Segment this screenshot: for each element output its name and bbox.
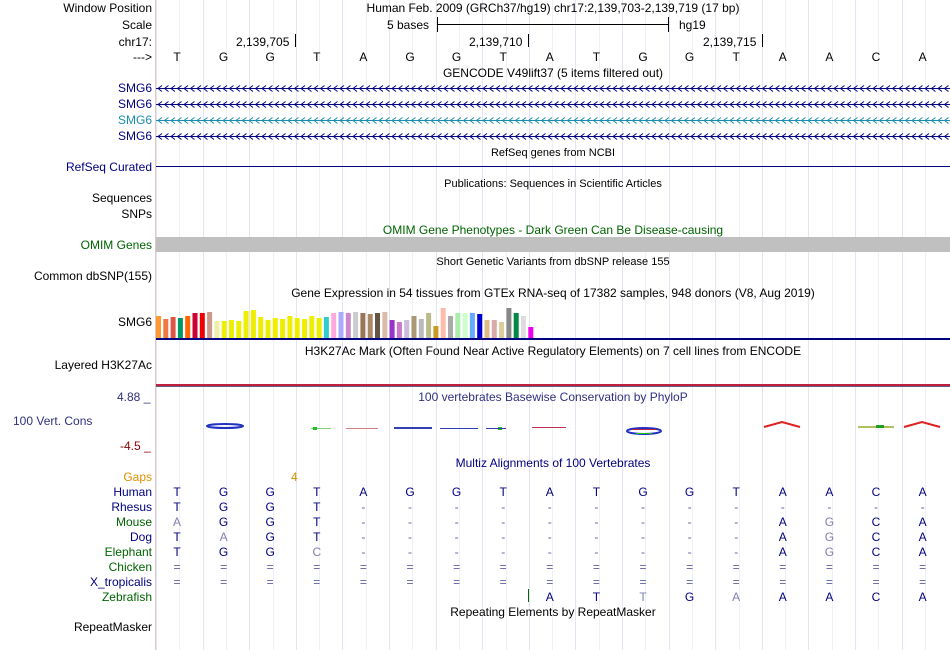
gtex-tissue-bar: [463, 313, 468, 338]
alignment-base: =: [686, 575, 694, 589]
gencode-transcripts[interactable]: [156, 80, 950, 144]
alignment-base: =: [779, 560, 787, 574]
alignment-base: =: [592, 560, 600, 574]
alignment-base: T: [173, 545, 181, 559]
alignment-base: G: [265, 485, 275, 499]
alignment-base: -: [408, 500, 412, 514]
reference-base: T: [173, 50, 181, 64]
alignment-base: -: [547, 530, 552, 544]
alignment-base: T: [313, 500, 321, 514]
alignment-base: -: [641, 515, 645, 529]
h3k27ac-track-title[interactable]: H3K27Ac Mark (Often Found Near Active Regulatory Elements) on 7 cell lines from ENCODE: [304, 344, 802, 358]
gtex-tissue-bar: [477, 314, 482, 338]
alignment-base: -: [641, 530, 645, 544]
alignment-base: -: [361, 545, 366, 559]
alignment-base: =: [919, 560, 927, 574]
alignment-base: =: [825, 575, 833, 589]
alignment-base: A: [918, 545, 927, 559]
alignment-base: =: [313, 560, 321, 574]
coord-tick-mark-3: [762, 34, 763, 47]
alignment-base: G: [265, 530, 275, 544]
window-position-value: Human Feb. 2009 (GRCh37/hg19) chr17:2,139,703-2,139,719 (17 bp): [366, 1, 740, 15]
gtex-tissue-bar: [287, 316, 292, 338]
alignment-base: T: [173, 500, 181, 514]
alignment-base: -: [594, 500, 599, 514]
gtex-tissue-bar: [426, 313, 431, 338]
gtex-gene-label[interactable]: SMG6: [117, 315, 152, 329]
coord-tick-3: 2,139,715: [703, 35, 757, 49]
species-label-zebrafish[interactable]: Zebrafish: [101, 590, 152, 604]
gtex-tissue-bar: [214, 321, 219, 338]
alignment-base: -: [734, 500, 739, 514]
alignment-base: -: [594, 545, 599, 559]
alignment-base: G: [218, 515, 229, 529]
alignment-base: T: [592, 590, 601, 604]
alignment-base: A: [545, 485, 554, 499]
gtex-tissue-bar: [506, 308, 511, 338]
alignment-base: =: [173, 560, 181, 574]
reference-base: G: [405, 50, 415, 64]
alignment-base: A: [825, 590, 834, 604]
alignment-base: T: [732, 485, 740, 499]
gtex-tissue-bar: [492, 320, 497, 338]
gtex-tissue-bar: [528, 327, 533, 338]
alignment-base: =: [825, 560, 833, 574]
alignment-base: A: [778, 515, 787, 529]
alignment-base: =: [872, 560, 880, 574]
chrom-label: chr17:: [118, 35, 152, 49]
alignment-base: =: [546, 575, 554, 589]
gtex-tissue-bar: [324, 317, 329, 338]
alignment-base: =: [639, 575, 647, 589]
gtex-tissue-bar: [448, 316, 453, 338]
alignment-base: -: [734, 515, 739, 529]
alignment-base: G: [638, 485, 648, 499]
alignment-base: -: [734, 530, 739, 544]
gap-count: 4: [291, 470, 298, 484]
gtex-tissue-bar: [236, 321, 241, 338]
gtex-tissue-bar: [499, 322, 504, 338]
alignment-base: =: [686, 560, 694, 574]
gtex-tissue-bar: [346, 313, 351, 338]
alignment-base: -: [547, 515, 552, 529]
alignment-base: -: [361, 515, 366, 529]
gtex-tissue-bar: [163, 319, 168, 338]
reference-base: G: [218, 50, 229, 64]
alignment-base: =: [453, 560, 461, 574]
zebrafish-insertion-mark: [528, 589, 529, 602]
alignment-base: A: [918, 530, 927, 544]
gtex-tissue-bar: [280, 319, 285, 338]
gtex-tissue-bar: [309, 316, 314, 338]
gtex-tissue-bar: [295, 318, 300, 338]
conservation-ymax: 4.88 _: [117, 390, 151, 404]
alignment-base: -: [501, 545, 506, 559]
gtex-tissue-bar: [404, 320, 409, 338]
coord-tick-1: 2,139,705: [236, 35, 290, 49]
gencode-transcript-label[interactable]: SMG6: [117, 97, 152, 111]
alignment-base: =: [313, 575, 321, 589]
gtex-tissue-bar: [521, 316, 526, 338]
gtex-tissue-bar: [193, 313, 198, 338]
alignment-base: =: [732, 575, 740, 589]
alignment-base: C: [871, 530, 881, 544]
alignment-base: A: [172, 515, 181, 529]
gaps-label: Gaps: [123, 470, 152, 484]
alignment-base: A: [778, 530, 787, 544]
alignment-base: -: [547, 500, 552, 514]
alignment-base: -: [361, 500, 366, 514]
alignment-base: -: [874, 500, 878, 514]
scale-bar-right-cap: [668, 17, 669, 32]
conservation-ymin: -4.5 _: [120, 439, 151, 453]
strand-label: --->: [133, 50, 152, 64]
gtex-tissue-bar: [455, 313, 460, 338]
refseq-gene-line[interactable]: [156, 166, 950, 167]
reference-base: A: [918, 50, 927, 64]
species-label-chicken[interactable]: Chicken: [108, 560, 152, 574]
gencode-transcript-label[interactable]: SMG6: [117, 113, 152, 127]
species-label-mouse[interactable]: Mouse: [115, 515, 152, 529]
alignment-base: =: [453, 575, 461, 589]
gtex-tissue-bar: [470, 313, 475, 338]
alignment-base: =: [499, 560, 507, 574]
alignment-base: T: [639, 590, 647, 604]
alignment-base: -: [547, 545, 552, 559]
alignment-base: G: [824, 545, 835, 559]
alignment-base: A: [219, 530, 228, 544]
alignment-base: G: [451, 485, 462, 499]
alignment-base: G: [824, 530, 835, 544]
gtex-tissue-bar: [178, 318, 183, 338]
alignment-base: =: [359, 560, 367, 574]
reference-base: C: [871, 50, 881, 64]
reference-base: T: [732, 50, 740, 64]
species-label-human[interactable]: Human: [113, 485, 152, 499]
species-label-rhesus[interactable]: Rhesus: [111, 500, 152, 514]
alignment-base: =: [546, 560, 554, 574]
omim-track-title[interactable]: OMIM Gene Phenotypes - Dark Green Can Be Disease-causing: [382, 223, 724, 237]
alignment-base: A: [359, 485, 368, 499]
gtex-expression-bars[interactable]: [156, 298, 556, 338]
alignment-base: C: [871, 515, 881, 529]
alignment-base: -: [454, 515, 459, 529]
alignment-base: -: [594, 530, 599, 544]
gencode-track-title[interactable]: GENCODE V49lift37 (5 items filtered out): [442, 66, 664, 80]
alignment-base: A: [545, 590, 554, 604]
gtex-tissue-bar: [207, 312, 212, 338]
gencode-transcript-label[interactable]: SMG6: [117, 81, 152, 95]
gtex-tissue-bar: [441, 308, 446, 338]
window-position-label: Window Position: [63, 1, 152, 15]
reference-base: G: [638, 50, 648, 64]
alignment-base: -: [687, 500, 692, 514]
alignment-base: T: [313, 530, 321, 544]
gtex-tissue-bar: [360, 313, 365, 338]
alignment-base: -: [501, 515, 506, 529]
gtex-tissue-bar: [397, 322, 402, 338]
reference-base: A: [825, 50, 834, 64]
alignment-base: T: [173, 530, 181, 544]
alignment-base: -: [641, 545, 645, 559]
gtex-tissue-bar: [485, 320, 490, 338]
gtex-tissue-bar: [390, 320, 395, 338]
alignment-base: -: [687, 545, 692, 559]
alignment-base: =: [639, 560, 647, 574]
reference-base: T: [499, 50, 507, 64]
gtex-tissue-bar: [156, 316, 161, 338]
gtex-tissue-bar: [514, 313, 519, 338]
alignment-base: =: [266, 575, 274, 589]
alignment-base: G: [684, 485, 695, 499]
repeatmasker-track-title[interactable]: Repeating Elements by RepeatMasker: [450, 605, 656, 619]
gtex-baseline: [156, 338, 950, 340]
publications-sequences-label[interactable]: Sequences: [91, 191, 152, 205]
h3k27ac-label[interactable]: Layered H3K27Ac: [54, 358, 152, 372]
alignment-base: =: [872, 575, 880, 589]
alignment-base: A: [778, 590, 787, 604]
gtex-tissue-bar: [302, 319, 307, 338]
alignment-base: =: [266, 560, 274, 574]
coord-tick-2: 2,139,710: [469, 35, 523, 49]
alignment-base: C: [871, 545, 881, 559]
publications-track-title[interactable]: Publications: Sequences in Scientific Articles: [444, 178, 662, 190]
gtex-tissue-bar: [244, 311, 249, 338]
alignment-base: -: [501, 500, 506, 514]
refseq-label[interactable]: RefSeq Curated: [65, 160, 152, 174]
repeatmasker-label[interactable]: RepeatMasker: [73, 620, 152, 634]
gtex-tissue-bar: [353, 312, 358, 338]
alignment-base: T: [313, 485, 321, 499]
gtex-tissue-bar: [258, 317, 263, 338]
coord-tick-mark-2: [528, 34, 529, 47]
alignment-base: A: [778, 485, 787, 499]
reference-base: G: [684, 50, 695, 64]
reference-base: A: [545, 50, 554, 64]
reference-base: A: [359, 50, 368, 64]
h3k27ac-signal-shadow: [156, 386, 950, 387]
omim-feature-bar[interactable]: [156, 237, 950, 252]
alignment-base: T: [173, 485, 181, 499]
alignment-base: -: [454, 545, 459, 559]
alignment-base: G: [218, 500, 229, 514]
alignment-base: A: [825, 485, 834, 499]
gtex-tissue-bar: [317, 318, 322, 338]
dbsnp-label[interactable]: Common dbSNP(155): [33, 269, 152, 283]
gtex-tissue-bar: [273, 318, 278, 338]
alignment-base: G: [265, 500, 275, 514]
alignment-base: =: [359, 575, 367, 589]
alignment-base: =: [220, 575, 228, 589]
gtex-tissue-bar: [266, 320, 271, 338]
alignment-base: -: [734, 545, 739, 559]
gtex-tissue-bar: [331, 313, 336, 338]
gtex-tissue-bar: [222, 321, 227, 338]
alignment-base: -: [687, 515, 692, 529]
alignment-base: =: [779, 575, 787, 589]
scale-bases-text: 5 bases: [387, 18, 430, 32]
gtex-tissue-bar: [375, 313, 380, 338]
alignment-base: =: [499, 575, 507, 589]
multiz-track-title[interactable]: Multiz Alignments of 100 Vertebrates: [455, 456, 651, 470]
conservation-track-title[interactable]: 100 vertebrates Basewise Conservation by PhyloP: [418, 390, 688, 404]
alignment-base: -: [641, 500, 645, 514]
conservation-label[interactable]: 100 Vert. Cons: [13, 414, 93, 428]
alignment-base: G: [684, 590, 695, 604]
alignment-base: C: [871, 485, 881, 499]
alignment-base: -: [408, 530, 412, 544]
alignment-base: -: [827, 500, 832, 514]
alignment-base: -: [408, 515, 412, 529]
alignment-base: C: [871, 590, 881, 604]
gtex-tissue-bar: [200, 313, 205, 338]
reference-base: A: [778, 50, 787, 64]
alignment-base: =: [592, 575, 600, 589]
gtex-tissue-bar: [419, 319, 424, 338]
alignment-base: C: [312, 545, 322, 559]
scale-label: Scale: [121, 18, 152, 32]
alignment-base: -: [454, 500, 459, 514]
gtex-tissue-bar: [185, 316, 190, 338]
gtex-tissue-bar: [412, 316, 417, 338]
alignment-base: =: [406, 560, 414, 574]
alignment-base: G: [218, 545, 229, 559]
alignment-base: =: [173, 575, 181, 589]
alignment-base: T: [499, 485, 507, 499]
reference-base: T: [313, 50, 321, 64]
gtex-tissue-bar: [229, 320, 234, 338]
alignment-base: A: [732, 590, 741, 604]
alignment-base: A: [918, 485, 927, 499]
alignment-base: -: [408, 545, 412, 559]
scale-bar-left-cap: [437, 17, 438, 32]
alignment-base: =: [732, 560, 740, 574]
alignment-base: -: [361, 530, 366, 544]
alignment-base: A: [918, 590, 927, 604]
gtex-tissue-bar: [171, 317, 176, 338]
alignment-base: A: [778, 545, 787, 559]
scale-assembly-text: hg19: [679, 18, 706, 32]
reference-base: T: [592, 50, 601, 64]
omim-label[interactable]: OMIM Genes: [80, 238, 152, 252]
alignment-base: -: [920, 500, 925, 514]
alignment-base: G: [405, 485, 415, 499]
alignment-base: -: [594, 515, 599, 529]
species-label-dog[interactable]: Dog: [129, 530, 152, 544]
publications-snps-label[interactable]: SNPs: [121, 207, 152, 221]
alignment-base: G: [824, 515, 835, 529]
gtex-tissue-bar: [382, 312, 387, 338]
reference-base: G: [451, 50, 462, 64]
refseq-track-title[interactable]: RefSeq genes from NCBI: [490, 147, 616, 159]
conservation-plot[interactable]: [156, 416, 950, 440]
dbsnp-track-title[interactable]: Short Genetic Variants from dbSNP release 155: [436, 256, 670, 268]
alignment-base: T: [592, 485, 601, 499]
alignment-base: G: [265, 545, 275, 559]
alignment-base: -: [501, 530, 506, 544]
gtex-tissue-bar: [368, 314, 373, 338]
alignment-base: A: [918, 515, 927, 529]
alignment-base: -: [454, 530, 459, 544]
alignment-base: -: [687, 530, 692, 544]
scale-bar: [437, 24, 669, 25]
alignment-base: =: [220, 560, 228, 574]
reference-base: G: [265, 50, 275, 64]
coord-tick-mark-1: [295, 34, 296, 47]
alignment-base: =: [406, 575, 414, 589]
gtex-track-title[interactable]: Gene Expression in 54 tissues from GTEx RNA-seq of 17382 samples, 948 donors (V8, Aug 2019): [291, 286, 815, 300]
alignment-base: -: [780, 500, 785, 514]
alignment-base: =: [919, 575, 927, 589]
alignment-base: G: [265, 515, 275, 529]
species-label-elephant[interactable]: Elephant: [104, 545, 152, 559]
alignment-base: T: [313, 515, 321, 529]
species-label-x_tropicalis[interactable]: X_tropicalis: [89, 575, 152, 589]
gtex-tissue-bar: [433, 326, 438, 338]
gencode-transcript-label[interactable]: SMG6: [117, 129, 152, 143]
gtex-tissue-bar: [339, 312, 344, 338]
gtex-tissue-bar: [251, 310, 256, 338]
alignment-base: G: [218, 485, 229, 499]
